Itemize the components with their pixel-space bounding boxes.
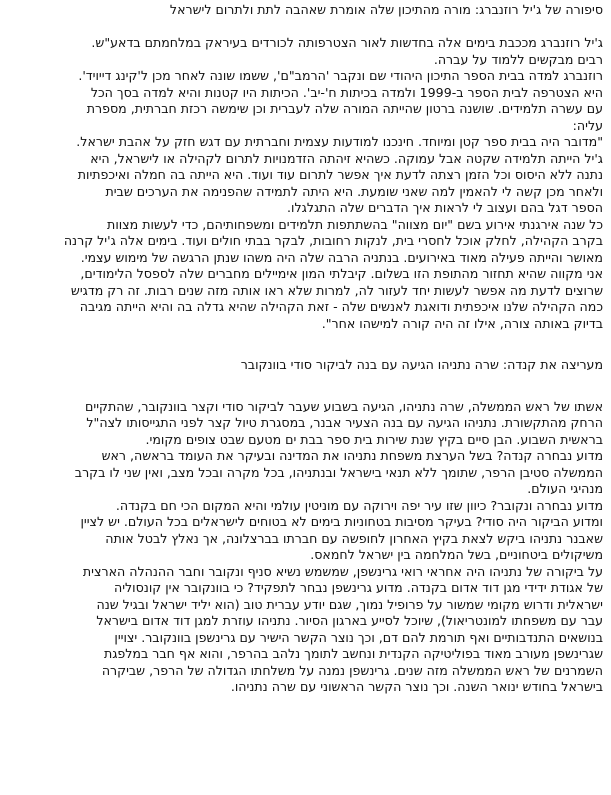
text-line: מאושר והייתה פעילה מאוד באירועים. בנתניה הרבה שלה היה משהו שנתן הרגשה של מימוש עצמי. xyxy=(80,249,603,265)
text-line: השמרנים של ראש הממשלה מזה שנים. גרינשפן נמנה על משלחתו הגדולה של הרפר, שביקרה xyxy=(101,662,603,678)
text-line: רבים מבקשים ללמוד על עברה. xyxy=(433,51,603,67)
article-2-headline: מעריצה את קנדה: שרה נתניהו הגיעה עם בנה לביקור סודי בוונקובר xyxy=(240,357,603,372)
text-line: אני מקווה שהיא תחזור מהתופת הזו בשלום. קיבלתי המון אימיילים מחברים שלה לספסל הלימודים, xyxy=(80,266,603,281)
text-line: מנהיגי העולם. xyxy=(527,481,603,496)
text-line: בדיוק באותה צורה, אילו זה היה קורה למישהו אחר". xyxy=(321,315,603,331)
text-line: מדוע נבחרה קנדה? בשל הערצת משפחת נתניהו את המדינה ובעיקר את העומד בראשה, ראש xyxy=(101,448,603,463)
text-line: "מדובר היה בבית ספר קטן ומיוחד. חינכנו למודעות עצמית וחברתית עם דגש חזק על אהבת ישראל. xyxy=(76,134,603,149)
blank-line xyxy=(5,374,603,399)
text-line: בראשית השבוע. הבן סיים בקיץ שנת שירות בית ספר בבת ים מטעם שבט צופים מקומי. xyxy=(145,431,603,447)
text-line: הממשלה סטיבן הרפר, שתומך ללא תנאי בישראל ובנתניהו, בכל מקרה ובכל מצב, ואין שני לו בקרב xyxy=(74,464,603,480)
text-line: עם עשרה תלמידים. שושנה ברטון שהייתה המורה שלה לעברית וכן שימשה רכזת חברתית, מספרת xyxy=(86,101,603,116)
article-1-headline: סיפורה של ג'יל רוזנברג: מורה מהתיכון שלה אומרת שאהבה לתת ולתרום לישראל xyxy=(169,2,603,17)
text-line: רוזנברג למדה בבית הספר התיכון היהודי שם ונקבר 'הרמב"ם', ששמו שונה לאחר מכן ל'קינג דייויד'. xyxy=(78,68,603,83)
text-line: ג'יל הייתה תלמידה שקטה אבל עמוקה. כשהיא זיהתה הזדמנויות לתרום לקהילה או לישראל, היא xyxy=(90,150,603,166)
text-line: הרחק מהתקשורת. נתניהו הגיעה עם בנה הצעיר אבנר, במסגרת טיול קצר לפני התגייסותו לצה"ל xyxy=(86,415,603,430)
text-line: נתנה ללא היסוס וכל הזמן רצתה לדעת איך אפשר לתרום עוד ועוד. היא הייתה בה חמלה ואיכפתיות xyxy=(77,167,603,182)
text-line: של אגודת ידידי מגן דוד אדום בקנדה. מדוע גרינשפן נבחר לתפקיד? כי בוונקובר אין קונסוליה xyxy=(113,580,603,595)
text-line: כל שנה אירגנתי אירוע בשם "יום מצווה" בהשתתפות תלמידים ומשפחותיהם, כדי לעשות מצוות xyxy=(107,216,603,232)
blank-line xyxy=(5,19,603,36)
text-line: כמה הקהילה שלנו איכפתית ודואגת לאנשים שלה - זאת הקהילה שהיא גדלה בה והיא הייתה מגיבה xyxy=(79,299,603,314)
text-line: ישראלית ודרוש מקומי שמשור על פרופיל נמוך, שגם יודע עברית טוב (הוא יליד ישראל ובגיל שנה xyxy=(96,596,603,612)
text-line: בנושאים התנדבותיים ואף תורמת להם דם, וכך נוצר הקשר הישיר עם גרינשפן בוונקובר. יצויין xyxy=(114,629,603,645)
text-line: ומדוע הביקור היה סודי? בעיקר מסיבות בטחוניות בימים לא בטוחים לישראלים בכל העולם. יש לציין xyxy=(80,514,603,529)
text-line: הספר דגל בהם ועצוב לי לראות איך הדברים שלה התגלגלו. xyxy=(287,200,603,215)
text-line: שאבנר נתניהו ביקש לצאת בקיץ האחרון לחופשה עם חברתו בברצלונה, אך נאלץ לבטל אותה xyxy=(105,530,603,546)
text-line: מדוע נבחרה ונקובר? כיוון שזו עיר יפה וירוקה עם מוניטין עולמי והיא המקום הכי חם בקנדה. xyxy=(115,497,603,513)
text-line: ולאחר מכן קשה לי להאמין למה שאני שומעת. היא היתה לתמידה שהפנימה את הערכים שבית xyxy=(105,183,603,199)
blank-line xyxy=(5,332,603,357)
text-line: היא הצטרפה לבית הספר ב-1999 ולמדה בכיתות ח'-יב'. הכיתות היו קטנות והיא למדה בסך הכל xyxy=(90,84,603,100)
text-line: בקרב הקהילה, לחלק אוכל לחסרי בית, לנקות רחובות, לבקר בבתי חולים ועוד. בימים אלה ג'יל קרנה xyxy=(63,233,603,248)
text-line: משיקולים ביטחוניים, בשל המלחמה בין ישראל לחמאס. xyxy=(310,547,603,562)
text-line: אשתו של ראש הממשלה, שרה נתניהו, הגיעה בשבוע שעבר לביקור סודי וקצר בוונקובר, שהתקיים xyxy=(85,398,603,414)
text-line: עבר עם משפחתו למונטריאול), שיוכל לסייע בארגון הסיור. נתניהו עוזרת למגן דוד אדום בישראל xyxy=(96,613,603,628)
text-line: בישראל בחודש ינואר השנה. וכך נוצר הקשר הראשוני עם שרה נתניהו. xyxy=(230,679,603,694)
text-line: ג'יל רוזנברג מככבת בימים אלה בחדשות לאור הצטרפותה לכורדים בעיראק במלחמתם בדאע"ש. xyxy=(91,35,603,50)
text-line: שרוצים לדעת מה אפשר לעשות יחד לעזור לה, למרות שלא ראו אותה מזה שנים רבות. זה רק מדגיש xyxy=(70,282,603,298)
text-line: שגרינשפן מעורב מאוד בפוליטיקה הקנדית ונחשב לתומך נלהב בהרפר, והוא אף חבר במלפגת xyxy=(103,646,603,661)
text-line: עליה: xyxy=(572,117,603,133)
article-page xyxy=(5,2,603,696)
text-line: על ביקורה של נתניהו היה אחראי רואי גרינשפן, שמשמש נשיא סניף ונקובר וחבר ההנהלה הארצית xyxy=(82,563,603,579)
